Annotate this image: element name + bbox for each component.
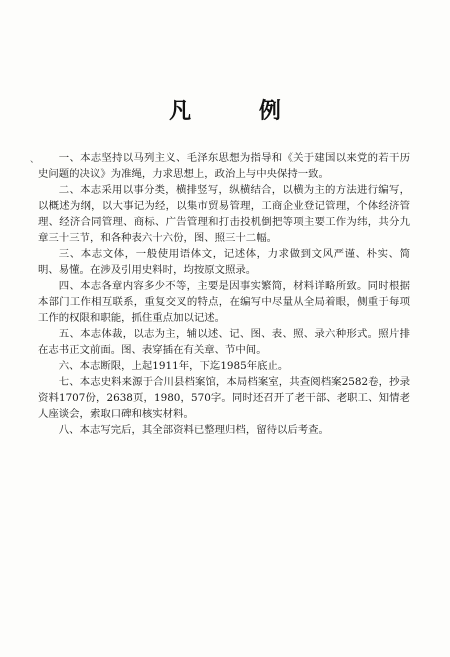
paragraph-1: 一、本志坚持以马列主义、毛泽东思想为指导和《关于建国以来党的若干历史问题的决议》为准绳，力求思想上，政治上与中央保持一致。	[38, 152, 410, 180]
paragraph-6: 六、本志断限，上起1911年，下迄1985年底止。	[58, 360, 289, 372]
page-title: 凡 例	[169, 98, 311, 124]
paragraph-3: 三、本志文体，一般使用语体文，记述体，力求做到文风严谨、朴实、简明、易懂。在涉及引用史料时，均按原文照录。	[38, 248, 410, 276]
paragraph-8: 八、本志写完后，其全部资料已整理归档，留待以后考查。	[58, 424, 329, 436]
paragraph-2: 二、本志采用以事分类，横排竖写，纵横结合，以横为主的方法进行编写，以概述为纲，以大事记为经，以集市贸易管理，工商企业登记管理，个体经济管理、经济合同管理、商标、广告管理和打击投机倒把等项主要工作为纬，共分九章三十三节，和各种表六十六份，图、照三十二幅。	[38, 184, 410, 244]
body-text	[38, 150, 410, 438]
stray-mark: 、	[30, 155, 40, 165]
paragraph-4: 四、本志各章内容多少不等，主要是因事实繁简，材料详略所致。同时根据本部门工作相互联系，重复交叉的特点，在编写中尽量从全局着眼，侧重于每项工作的权限和职能，抓住重点加以记述。	[38, 280, 410, 324]
paragraph-5: 五、本志体裁，以志为主，辅以述、记、图、表、照、录六种形式。照片排在志书正文前面。图、表穿插在有关章、节中间。	[38, 328, 410, 356]
paragraph-7: 七、本志史料来源于合川县档案馆，本局档案室，共查阅档案2582卷，抄录资料1707份，2638页，1980，570字。同时还召开了老干部、老职工、知情老人座谈会，索取口碑和核实材料。	[38, 376, 410, 420]
